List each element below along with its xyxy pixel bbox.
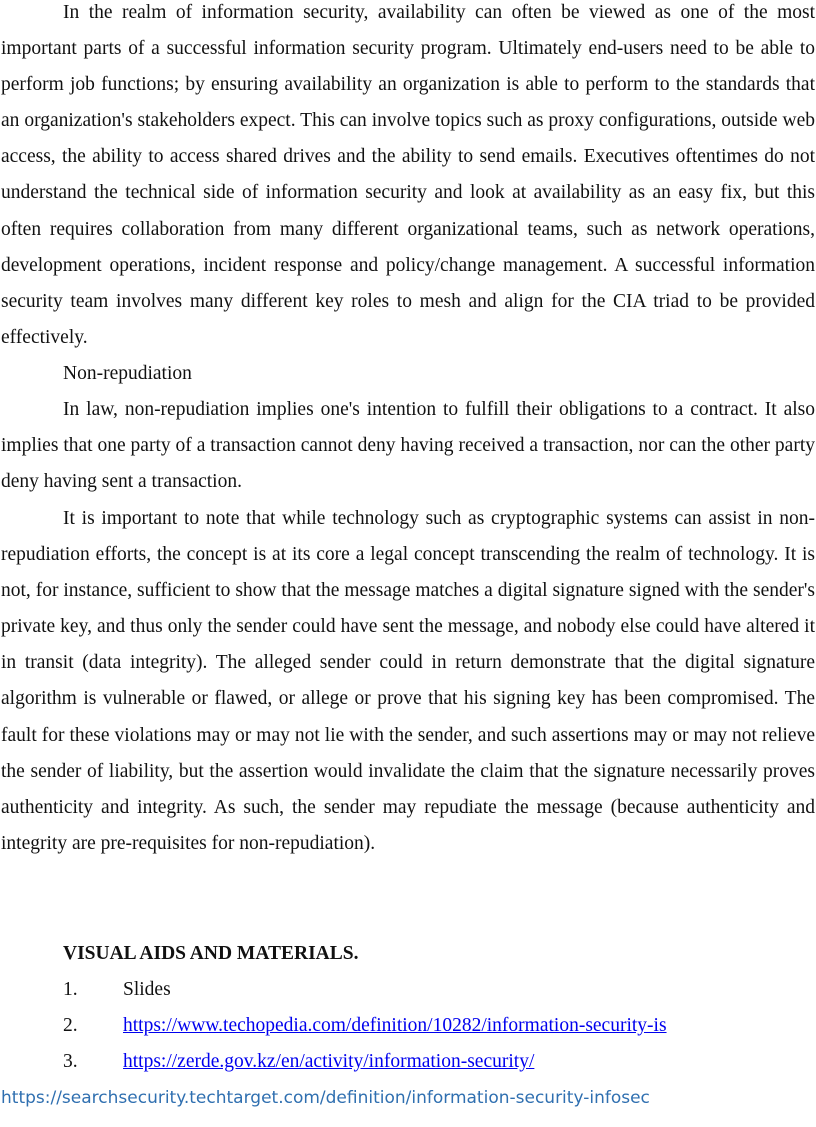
availability-paragraph: In the realm of information security, availability can often be viewed as one of the most important parts of a successful information security program. Ultimately end-users need to be able to perform job functions; by ensuring availability an organization is able to perform to the standards that an organization's stakeholders expect. This can involve topics such as proxy configurations, outside web access, the ability to access shared drives and the ability to send emails. Executives oftentimes do not understand the technical side of information security and look at availability as an easy fix, but this often requires collaboration from many different organizational teams, such as network operations, development operations, incident response and policy/change management. A successful information security team involves many different key roles to mesh and align for the CIA triad to be provided effectively. — [1, 2, 815, 348]
materials-list-item — [63, 1044, 816, 1080]
list-item-number: 3. — [63, 1051, 78, 1072]
list-item-number: 2. — [63, 1015, 78, 1036]
non-repudiation-technology-paragraph: It is important to note that while technology such as cryptographic systems can assist in non-repudiation efforts, the concept is at its core a legal concept transcending the realm of technology. It is not, for instance, sufficient to show that the message matches a digital signature signed with the sender's private key, and thus only the sender could have sent the message, and nobody else could have altered it in transit (data integrity). The alleged sender could in return demonstrate that the digital signature algorithm is vulnerable or flawed, or allege or prove that his signing key has been compromised. The fault for these violations may or may not lie with the sender, and such assertions may or may not relieve the sender of liability, but the assertion would invalidate the claim that the signature necessarily proves authenticity and integrity. As such, the sender may repudiate the message (because authenticity and integrity are pre-requisites for non-repudiation). — [1, 508, 815, 854]
visual-aids-heading: VISUAL AIDS AND MATERIALS. — [63, 943, 359, 964]
zerde-link[interactable]: https://zerde.gov.kz/en/activity/information-security/ — [123, 1051, 535, 1072]
techopedia-link[interactable]: https://www.techopedia.com/definition/10282/information-security-is — [123, 1015, 667, 1036]
slides-text: Slides — [123, 979, 171, 1000]
list-item-number: 1. — [63, 979, 78, 1000]
non-repudiation-law-paragraph: In law, non-repudiation implies one's intention to fulfill their obligations to a contract. It also implies that one party of a transaction cannot deny having received a transaction, nor can the other party deny having sent a transaction. — [1, 399, 815, 493]
non-repudiation-heading: Non-repudiation — [63, 363, 192, 384]
searchsecurity-link[interactable]: https://searchsecurity.techtarget.com/definition/information-security-infosec — [1, 1088, 650, 1108]
materials-list-item — [63, 972, 816, 1008]
materials-list-item — [63, 1008, 816, 1044]
